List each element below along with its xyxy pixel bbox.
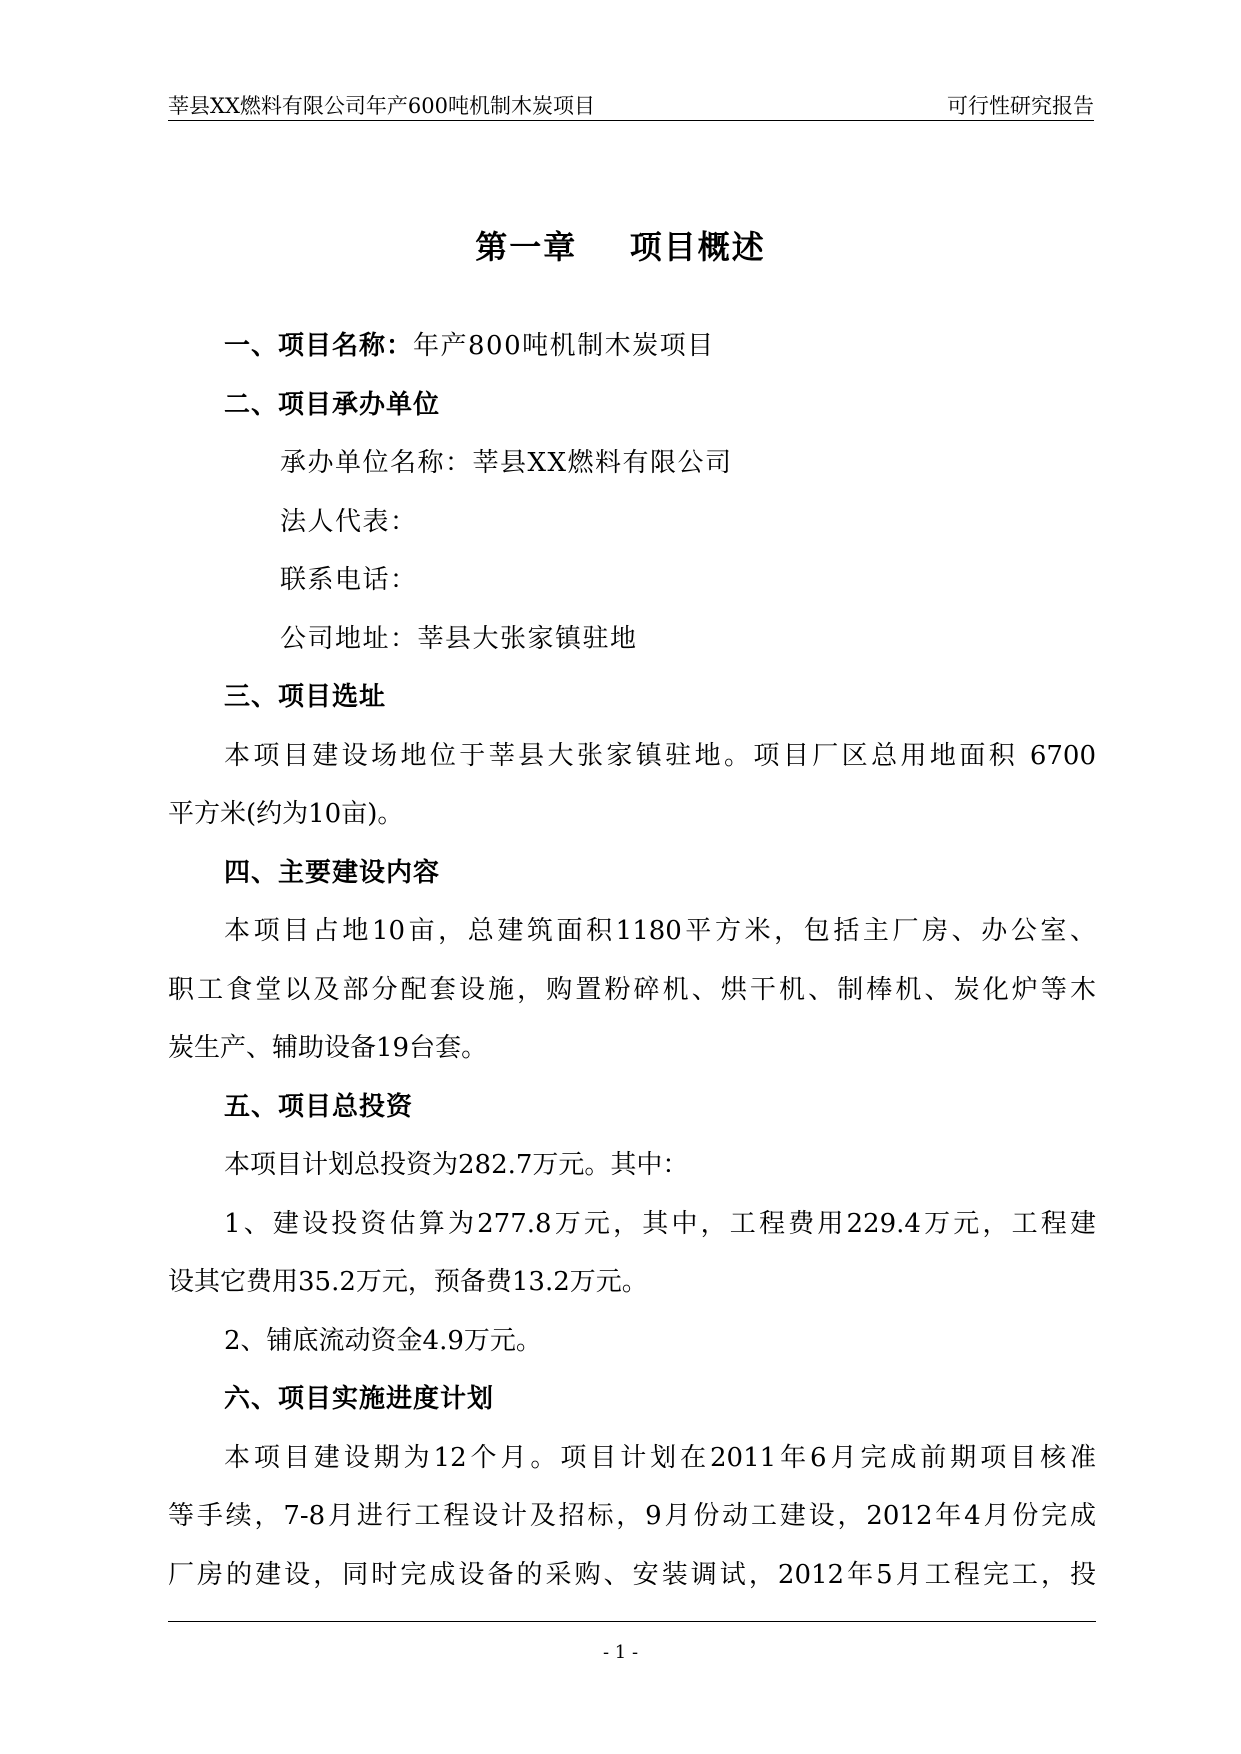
organizer-name-text: 承办单位名称：莘县XX燃料有限公司 xyxy=(280,448,733,478)
footer-divider xyxy=(168,1621,1096,1622)
paragraph-line: 本项目占地10亩，总建筑面积1180平方米，包括主厂房、办公室、 xyxy=(224,916,1096,946)
section-6 xyxy=(168,1370,1096,1429)
section-5 xyxy=(168,1078,1096,1137)
legal-representative xyxy=(168,493,1096,552)
paragraph-line: 等手续，7-8月进行工程设计及招标，9月份动工建设，2012年4月份完成 xyxy=(168,1501,1096,1531)
page-header xyxy=(168,88,1094,121)
section-4-heading: 四、主要建设内容 xyxy=(224,857,441,888)
paragraph-line: 平方米(约为10亩)。 xyxy=(168,799,404,829)
organizer-name xyxy=(168,434,1096,493)
document-body xyxy=(168,317,1096,1604)
section-1-heading: 一、项目名称： xyxy=(224,331,414,361)
contact-phone-text: 联系电话： xyxy=(280,565,418,595)
paragraph-line: 本项目建设期为12个月。项目计划在2011年6月完成前期项目核准 xyxy=(224,1442,1096,1473)
section-1 xyxy=(168,317,1096,376)
company-address xyxy=(168,610,1096,669)
paragraph-line: 炭生产、辅助设备19台套。 xyxy=(168,1033,488,1063)
legal-representative-text: 法人代表： xyxy=(280,506,418,537)
section-2 xyxy=(168,376,1096,435)
section-2-heading: 二、项目承办单位 xyxy=(224,389,441,420)
paragraph-line: 1、建设投资估算为277.8万元，其中，工程费用229.4万元，工程建 xyxy=(224,1208,1096,1239)
paragraph-line: 2、铺底流动资金4.9万元。 xyxy=(224,1325,542,1356)
chapter-title: 第一章 项目概述 xyxy=(475,228,766,266)
section-5-heading: 五、项目总投资 xyxy=(224,1091,414,1122)
section-6-heading: 六、项目实施进度计划 xyxy=(224,1384,495,1414)
header-right-title: 可行性研究报告 xyxy=(947,94,1094,118)
header-left-title: 莘县XX燃料有限公司年产600吨机制木炭项目 xyxy=(168,94,595,118)
project-name-value: 年产800吨机制木炭项目 xyxy=(413,331,715,361)
section-3 xyxy=(168,668,1096,727)
paragraph-line: 厂房的建设，同时完成设备的采购、安装调试，2012年5月工程完工，投 xyxy=(168,1559,1096,1590)
paragraph-line: 职工食堂以及部分配套设施，购置粉碎机、烘干机、制棒机、炭化炉等木 xyxy=(168,974,1096,1005)
paragraph-line: 本项目建设场地位于莘县大张家镇驻地。项目厂区总用地面积 6700 xyxy=(224,740,1096,771)
paragraph-line: 本项目计划总投资为282.7万元。其中： xyxy=(224,1150,689,1180)
page-number: - 1 - xyxy=(602,1642,639,1663)
section-4 xyxy=(168,844,1096,903)
contact-phone xyxy=(168,551,1096,610)
company-address-text: 公司地址：莘县大张家镇驻地 xyxy=(280,623,638,654)
paragraph-line: 设其它费用35.2万元，预备费13.2万元。 xyxy=(168,1267,648,1297)
section-3-heading: 三、项目选址 xyxy=(224,682,387,712)
